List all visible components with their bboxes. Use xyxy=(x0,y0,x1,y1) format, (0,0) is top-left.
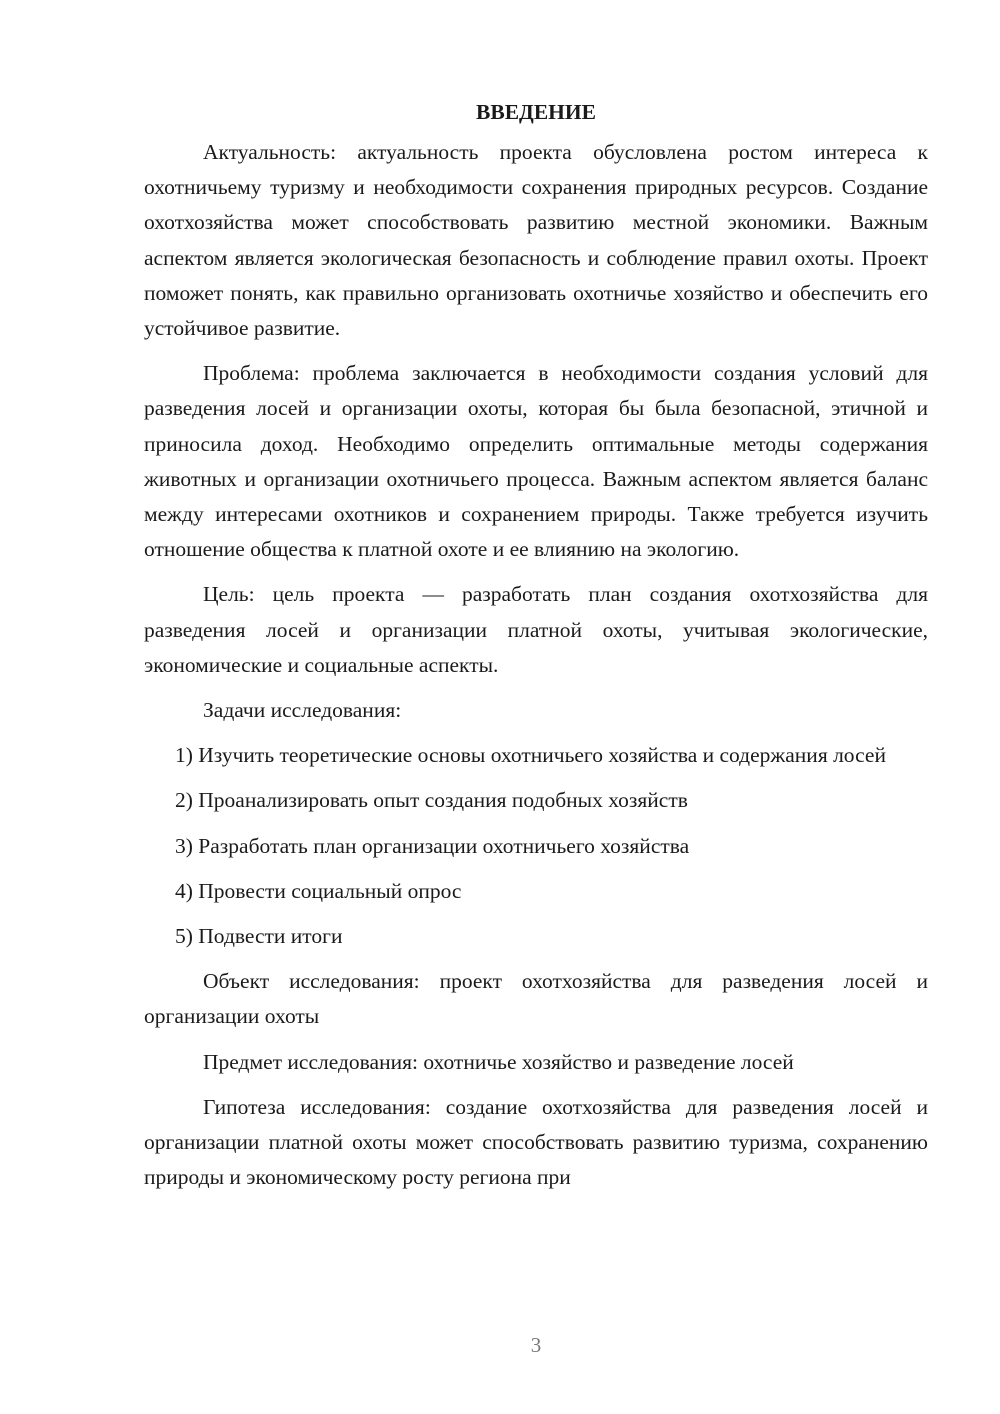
task-item-3: 3) Разработать план организации охотничьего хозяйства xyxy=(175,833,690,858)
document-page xyxy=(144,95,928,1205)
task-item-5: 5) Подвести итоги xyxy=(175,924,343,949)
paragraph-hypothesis: Гипотеза исследования: создание охотхозяйства для разведения лосей и организации платной охоты может способствовать развитию туризма, сохранению природы и экономическому росту региона при xyxy=(144,1094,928,1190)
page-number: 3 xyxy=(530,1333,542,1357)
paragraph-relevance: Актуальность: актуальность проекта обусловлена ростом интереса к охотничьему туризму и необходимости сохранения природных ресурсов. Создание охотхозяйства может способствовать развитию местной экономики. Важным аспектом является экологическая безопасность и соблюдение правил охоты. Проект поможет понять, как правильно организовать охотничье хозяйство и обеспечить его устойчивое развитие. xyxy=(144,140,928,341)
task-item-2: 2) Проанализировать опыт создания подобных хозяйств xyxy=(175,788,688,813)
paragraph-problem: Проблема: проблема заключается в необходимости создания условий для разведения лосей и организации охоты, которая бы была безопасной, этичной и приносила доход. Необходимо определить оптимальные методы содержания животных и организации охотничьего процесса. Важным аспектом является баланс между интересами охотников и сохранением природы. Также требуется изучить отношение общества к платной охоте и ее влиянию на экологию. xyxy=(144,361,928,562)
paragraph-goal: Цель: цель проекта — разработать план создания охотхозяйства для разведения лосей и организации платной охоты, учитывая экологические, экономические и социальные аспекты. xyxy=(144,582,928,677)
page-title: ВВЕДЕНИЕ xyxy=(476,100,596,124)
tasks-heading: Задачи исследования: xyxy=(203,698,402,723)
task-item-1: 1) Изучить теоретические основы охотничьего хозяйства и содержания лосей xyxy=(175,743,886,768)
task-item-4: 4) Провести социальный опрос xyxy=(175,878,462,903)
paragraph-subject: Предмет исследования: охотничье хозяйство и разведение лосей xyxy=(203,1049,794,1074)
paragraph-object: Объект исследования: проект охотхозяйства для разведения лосей и организации охоты xyxy=(144,969,928,1029)
